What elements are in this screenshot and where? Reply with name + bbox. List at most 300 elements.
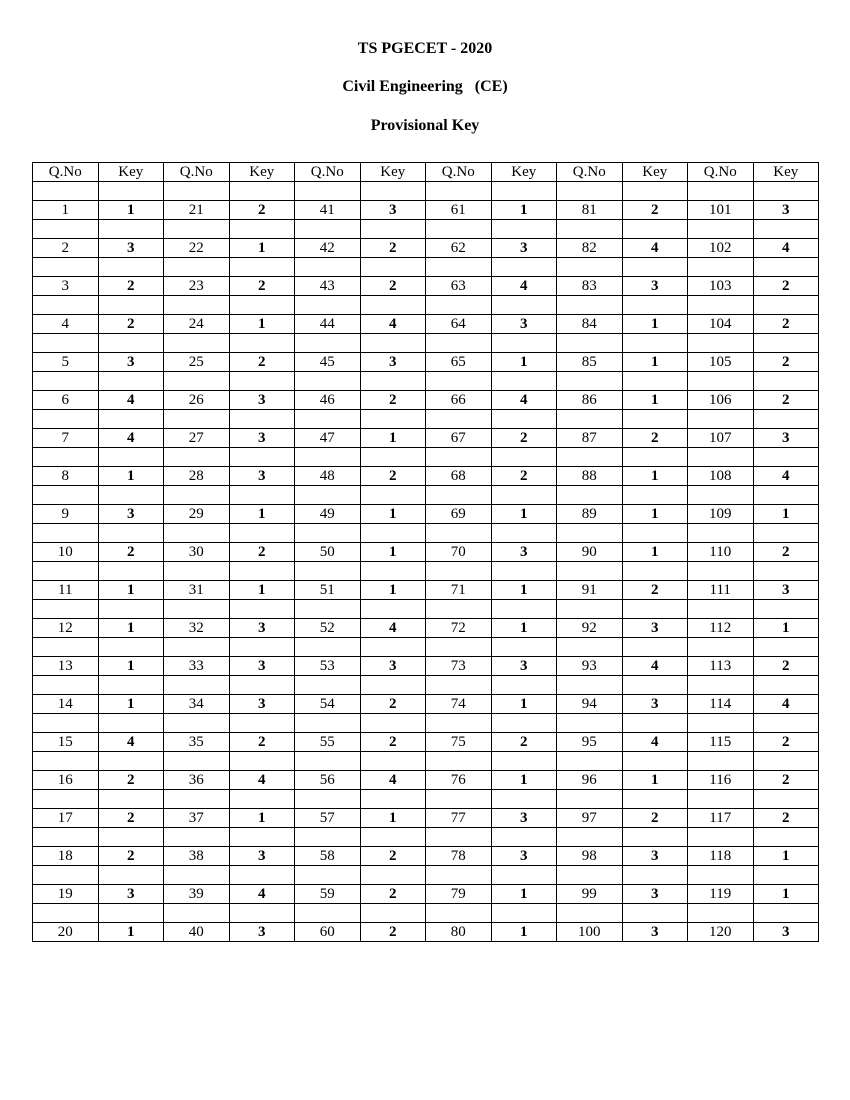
empty-cell xyxy=(98,790,164,809)
empty-cell xyxy=(360,486,426,505)
question-number-cell: 98 xyxy=(557,847,623,866)
question-number-cell: 17 xyxy=(33,809,99,828)
empty-cell xyxy=(426,258,492,277)
table-row xyxy=(33,847,819,866)
answer-key-cell: 1 xyxy=(491,695,557,714)
empty-cell xyxy=(622,182,688,201)
empty-cell xyxy=(360,296,426,315)
empty-cell xyxy=(426,182,492,201)
question-number-cell: 74 xyxy=(426,695,492,714)
answer-key-cell: 1 xyxy=(622,315,688,334)
empty-cell xyxy=(753,486,819,505)
question-number-cell: 118 xyxy=(688,847,754,866)
empty-cell xyxy=(753,220,819,239)
empty-cell xyxy=(295,752,361,771)
answer-key-cell: 2 xyxy=(622,581,688,600)
answer-key-cell: 3 xyxy=(229,923,295,942)
empty-cell xyxy=(753,334,819,353)
question-number-cell: 32 xyxy=(164,619,230,638)
empty-cell xyxy=(557,790,623,809)
empty-cell xyxy=(229,410,295,429)
answer-key-cell: 3 xyxy=(229,429,295,448)
answer-key-cell: 2 xyxy=(98,809,164,828)
answer-key-cell: 3 xyxy=(622,277,688,296)
table-row xyxy=(33,391,819,410)
empty-cell xyxy=(33,828,99,847)
answer-key-cell: 2 xyxy=(753,391,819,410)
empty-cell xyxy=(426,904,492,923)
empty-cell xyxy=(557,562,623,581)
answer-key-cell: 1 xyxy=(229,239,295,258)
table-spacer-row xyxy=(33,904,819,923)
empty-cell xyxy=(491,448,557,467)
table-row xyxy=(33,467,819,486)
empty-cell xyxy=(688,182,754,201)
empty-cell xyxy=(426,410,492,429)
table-row xyxy=(33,505,819,524)
column-header-qno: Q.No xyxy=(426,163,492,182)
empty-cell xyxy=(688,220,754,239)
empty-cell xyxy=(164,486,230,505)
question-number-cell: 114 xyxy=(688,695,754,714)
empty-cell xyxy=(295,258,361,277)
empty-cell xyxy=(229,372,295,391)
question-number-cell: 28 xyxy=(164,467,230,486)
answer-key-cell: 1 xyxy=(98,657,164,676)
empty-cell xyxy=(491,258,557,277)
question-number-cell: 9 xyxy=(33,505,99,524)
empty-cell xyxy=(33,372,99,391)
answer-key-cell: 3 xyxy=(229,391,295,410)
empty-cell xyxy=(295,562,361,581)
question-number-cell: 47 xyxy=(295,429,361,448)
empty-cell xyxy=(622,562,688,581)
table-row xyxy=(33,277,819,296)
empty-cell xyxy=(164,524,230,543)
empty-cell xyxy=(491,182,557,201)
question-number-cell: 91 xyxy=(557,581,623,600)
empty-cell xyxy=(229,866,295,885)
answer-key-cell: 1 xyxy=(98,467,164,486)
question-number-cell: 66 xyxy=(426,391,492,410)
table-row xyxy=(33,429,819,448)
empty-cell xyxy=(753,714,819,733)
question-number-cell: 112 xyxy=(688,619,754,638)
empty-cell xyxy=(426,790,492,809)
empty-cell xyxy=(688,296,754,315)
answer-key-cell: 4 xyxy=(229,771,295,790)
question-number-cell: 60 xyxy=(295,923,361,942)
answer-key-cell: 2 xyxy=(753,733,819,752)
empty-cell xyxy=(33,714,99,733)
empty-cell xyxy=(229,296,295,315)
empty-cell xyxy=(622,448,688,467)
table-row xyxy=(33,885,819,904)
answer-key-cell: 1 xyxy=(98,201,164,220)
question-number-cell: 86 xyxy=(557,391,623,410)
empty-cell xyxy=(229,904,295,923)
empty-cell xyxy=(229,714,295,733)
empty-cell xyxy=(360,334,426,353)
empty-cell xyxy=(622,296,688,315)
table-row xyxy=(33,733,819,752)
empty-cell xyxy=(229,486,295,505)
empty-cell xyxy=(360,524,426,543)
question-number-cell: 58 xyxy=(295,847,361,866)
question-number-cell: 33 xyxy=(164,657,230,676)
empty-cell xyxy=(557,182,623,201)
answer-key-cell: 4 xyxy=(753,467,819,486)
answer-key-cell: 1 xyxy=(98,581,164,600)
empty-cell xyxy=(491,904,557,923)
empty-cell xyxy=(295,486,361,505)
empty-cell xyxy=(491,714,557,733)
question-number-cell: 14 xyxy=(33,695,99,714)
empty-cell xyxy=(229,524,295,543)
empty-cell xyxy=(98,524,164,543)
empty-cell xyxy=(753,258,819,277)
empty-cell xyxy=(164,904,230,923)
question-number-cell: 87 xyxy=(557,429,623,448)
empty-cell xyxy=(426,334,492,353)
question-number-cell: 49 xyxy=(295,505,361,524)
question-number-cell: 22 xyxy=(164,239,230,258)
table-spacer-row xyxy=(33,752,819,771)
question-number-cell: 72 xyxy=(426,619,492,638)
table-spacer-row xyxy=(33,334,819,353)
empty-cell xyxy=(98,600,164,619)
table-spacer-row xyxy=(33,638,819,657)
empty-cell xyxy=(688,904,754,923)
answer-key-cell: 2 xyxy=(98,315,164,334)
empty-cell xyxy=(229,562,295,581)
empty-cell xyxy=(360,448,426,467)
empty-cell xyxy=(753,524,819,543)
empty-cell xyxy=(33,752,99,771)
empty-cell xyxy=(98,182,164,201)
empty-cell xyxy=(426,524,492,543)
table-row xyxy=(33,771,819,790)
answer-key-cell: 1 xyxy=(360,581,426,600)
table-spacer-row xyxy=(33,790,819,809)
answer-key-cell: 2 xyxy=(229,201,295,220)
empty-cell xyxy=(33,600,99,619)
answer-key-cell: 3 xyxy=(491,809,557,828)
question-number-cell: 92 xyxy=(557,619,623,638)
empty-cell xyxy=(33,562,99,581)
empty-cell xyxy=(360,676,426,695)
answer-key-cell: 1 xyxy=(491,885,557,904)
question-number-cell: 104 xyxy=(688,315,754,334)
answer-key-cell: 2 xyxy=(491,429,557,448)
empty-cell xyxy=(164,714,230,733)
table-spacer-row xyxy=(33,866,819,885)
answer-key-cell: 2 xyxy=(622,809,688,828)
empty-cell xyxy=(33,904,99,923)
empty-cell xyxy=(295,676,361,695)
empty-cell xyxy=(33,220,99,239)
empty-cell xyxy=(295,220,361,239)
empty-cell xyxy=(491,562,557,581)
empty-cell xyxy=(557,486,623,505)
empty-cell xyxy=(688,600,754,619)
empty-cell xyxy=(622,866,688,885)
empty-cell xyxy=(622,638,688,657)
empty-cell xyxy=(33,182,99,201)
answer-key-cell: 2 xyxy=(753,657,819,676)
answer-key-table xyxy=(32,162,819,942)
empty-cell xyxy=(753,676,819,695)
answer-key-cell: 2 xyxy=(753,771,819,790)
answer-key-cell: 1 xyxy=(98,923,164,942)
question-number-cell: 38 xyxy=(164,847,230,866)
column-header-qno: Q.No xyxy=(33,163,99,182)
answer-key-cell: 1 xyxy=(753,505,819,524)
empty-cell xyxy=(164,410,230,429)
question-number-cell: 108 xyxy=(688,467,754,486)
empty-cell xyxy=(491,638,557,657)
question-number-cell: 43 xyxy=(295,277,361,296)
question-number-cell: 7 xyxy=(33,429,99,448)
empty-cell xyxy=(688,448,754,467)
empty-cell xyxy=(622,714,688,733)
empty-cell xyxy=(295,448,361,467)
answer-key-cell: 1 xyxy=(360,543,426,562)
empty-cell xyxy=(98,866,164,885)
question-number-cell: 59 xyxy=(295,885,361,904)
empty-cell xyxy=(295,410,361,429)
question-number-cell: 19 xyxy=(33,885,99,904)
answer-key-cell: 1 xyxy=(98,695,164,714)
empty-cell xyxy=(229,220,295,239)
answer-key-cell: 1 xyxy=(491,619,557,638)
answer-key-cell: 2 xyxy=(622,429,688,448)
answer-key-cell: 2 xyxy=(229,733,295,752)
empty-cell xyxy=(622,372,688,391)
column-header-key: Key xyxy=(491,163,557,182)
answer-key-cell: 4 xyxy=(753,695,819,714)
empty-cell xyxy=(295,714,361,733)
empty-cell xyxy=(557,524,623,543)
question-number-cell: 71 xyxy=(426,581,492,600)
table-row xyxy=(33,543,819,562)
empty-cell xyxy=(753,790,819,809)
answer-key-cell: 3 xyxy=(491,657,557,676)
answer-key-cell: 1 xyxy=(491,581,557,600)
empty-cell xyxy=(622,410,688,429)
document-title: TS PGECET - 2020 xyxy=(357,40,493,57)
answer-key-cell: 4 xyxy=(360,619,426,638)
question-number-cell: 13 xyxy=(33,657,99,676)
document-subject: Civil Engineering (CE) xyxy=(342,78,508,95)
empty-cell xyxy=(360,562,426,581)
column-header-key: Key xyxy=(622,163,688,182)
question-number-cell: 8 xyxy=(33,467,99,486)
empty-cell xyxy=(164,600,230,619)
empty-cell xyxy=(557,410,623,429)
empty-cell xyxy=(426,486,492,505)
empty-cell xyxy=(557,258,623,277)
question-number-cell: 29 xyxy=(164,505,230,524)
answer-key-cell: 1 xyxy=(491,505,557,524)
empty-cell xyxy=(426,828,492,847)
answer-key-cell: 1 xyxy=(622,543,688,562)
empty-cell xyxy=(33,486,99,505)
question-number-cell: 94 xyxy=(557,695,623,714)
answer-key-cell: 2 xyxy=(98,277,164,296)
empty-cell xyxy=(753,562,819,581)
question-number-cell: 65 xyxy=(426,353,492,372)
answer-key-cell: 3 xyxy=(622,619,688,638)
answer-key-cell: 1 xyxy=(360,809,426,828)
empty-cell xyxy=(98,828,164,847)
answer-key-cell: 3 xyxy=(98,239,164,258)
question-number-cell: 55 xyxy=(295,733,361,752)
empty-cell xyxy=(688,638,754,657)
empty-cell xyxy=(491,866,557,885)
question-number-cell: 21 xyxy=(164,201,230,220)
table-spacer-row xyxy=(33,220,819,239)
question-number-cell: 69 xyxy=(426,505,492,524)
empty-cell xyxy=(164,448,230,467)
empty-cell xyxy=(753,410,819,429)
question-number-cell: 90 xyxy=(557,543,623,562)
answer-key-cell: 1 xyxy=(622,467,688,486)
answer-key-cell: 1 xyxy=(229,581,295,600)
question-number-cell: 41 xyxy=(295,201,361,220)
empty-cell xyxy=(98,448,164,467)
empty-cell xyxy=(164,334,230,353)
question-number-cell: 35 xyxy=(164,733,230,752)
answer-key-cell: 2 xyxy=(753,353,819,372)
empty-cell xyxy=(622,790,688,809)
empty-cell xyxy=(491,676,557,695)
column-header-qno: Q.No xyxy=(164,163,230,182)
empty-cell xyxy=(426,714,492,733)
table-row xyxy=(33,315,819,334)
empty-cell xyxy=(491,752,557,771)
question-number-cell: 62 xyxy=(426,239,492,258)
table-row xyxy=(33,353,819,372)
empty-cell xyxy=(229,676,295,695)
empty-cell xyxy=(164,828,230,847)
empty-cell xyxy=(688,410,754,429)
empty-cell xyxy=(33,790,99,809)
column-header-key: Key xyxy=(98,163,164,182)
table-spacer-row xyxy=(33,182,819,201)
table-header-row xyxy=(33,163,819,182)
empty-cell xyxy=(360,220,426,239)
empty-cell xyxy=(688,258,754,277)
empty-cell xyxy=(98,372,164,391)
answer-key-cell: 4 xyxy=(622,733,688,752)
answer-key-cell: 1 xyxy=(622,391,688,410)
question-number-cell: 80 xyxy=(426,923,492,942)
table-spacer-row xyxy=(33,828,819,847)
question-number-cell: 34 xyxy=(164,695,230,714)
answer-key-cell: 2 xyxy=(491,733,557,752)
question-number-cell: 70 xyxy=(426,543,492,562)
question-number-cell: 1 xyxy=(33,201,99,220)
answer-key-cell: 3 xyxy=(229,847,295,866)
question-number-cell: 76 xyxy=(426,771,492,790)
empty-cell xyxy=(557,638,623,657)
empty-cell xyxy=(491,334,557,353)
answer-key-cell: 4 xyxy=(98,391,164,410)
question-number-cell: 53 xyxy=(295,657,361,676)
answer-key-cell: 1 xyxy=(753,885,819,904)
question-number-cell: 79 xyxy=(426,885,492,904)
answer-key-cell: 3 xyxy=(229,695,295,714)
answer-key-cell: 2 xyxy=(360,885,426,904)
empty-cell xyxy=(426,866,492,885)
empty-cell xyxy=(360,752,426,771)
answer-key-cell: 1 xyxy=(491,201,557,220)
table-spacer-row xyxy=(33,524,819,543)
question-number-cell: 100 xyxy=(557,923,623,942)
empty-cell xyxy=(98,752,164,771)
answer-key-cell: 2 xyxy=(360,733,426,752)
table-row xyxy=(33,657,819,676)
empty-cell xyxy=(688,676,754,695)
empty-cell xyxy=(295,182,361,201)
table-row xyxy=(33,809,819,828)
empty-cell xyxy=(688,372,754,391)
question-number-cell: 54 xyxy=(295,695,361,714)
answer-key-cell: 2 xyxy=(753,543,819,562)
answer-key-cell: 3 xyxy=(491,315,557,334)
answer-key-cell: 3 xyxy=(622,847,688,866)
empty-cell xyxy=(426,448,492,467)
question-number-cell: 99 xyxy=(557,885,623,904)
empty-cell xyxy=(688,828,754,847)
question-number-cell: 24 xyxy=(164,315,230,334)
empty-cell xyxy=(98,714,164,733)
empty-cell xyxy=(98,562,164,581)
question-number-cell: 93 xyxy=(557,657,623,676)
answer-key-cell: 1 xyxy=(229,505,295,524)
question-number-cell: 73 xyxy=(426,657,492,676)
empty-cell xyxy=(164,866,230,885)
question-number-cell: 97 xyxy=(557,809,623,828)
empty-cell xyxy=(688,714,754,733)
empty-cell xyxy=(360,866,426,885)
table-spacer-row xyxy=(33,372,819,391)
answer-key-cell: 4 xyxy=(753,239,819,258)
column-header-key: Key xyxy=(360,163,426,182)
answer-key-cell: 3 xyxy=(98,885,164,904)
question-number-cell: 82 xyxy=(557,239,623,258)
question-number-cell: 101 xyxy=(688,201,754,220)
empty-cell xyxy=(164,638,230,657)
empty-cell xyxy=(753,866,819,885)
empty-cell xyxy=(295,600,361,619)
empty-cell xyxy=(622,220,688,239)
answer-key-cell: 2 xyxy=(753,809,819,828)
question-number-cell: 96 xyxy=(557,771,623,790)
empty-cell xyxy=(557,676,623,695)
empty-cell xyxy=(557,220,623,239)
table-spacer-row xyxy=(33,600,819,619)
empty-cell xyxy=(33,410,99,429)
table-row xyxy=(33,695,819,714)
answer-key-cell: 3 xyxy=(753,581,819,600)
answer-key-cell: 2 xyxy=(360,277,426,296)
question-number-cell: 103 xyxy=(688,277,754,296)
question-number-cell: 12 xyxy=(33,619,99,638)
empty-cell xyxy=(295,334,361,353)
empty-cell xyxy=(98,676,164,695)
